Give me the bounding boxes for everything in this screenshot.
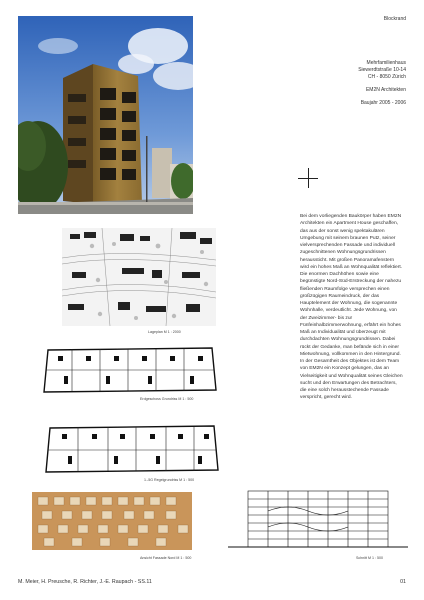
site-plan-caption: Lageplan M 1 : 2000 xyxy=(148,330,181,334)
section-caption: Schnitt M 1 : 500 xyxy=(356,556,383,560)
footer-authors: M. Meier, H. Preusche, R. Richter, J.-E. Raupach - SS.11 xyxy=(18,579,152,585)
typical-floor-caption: 1.-5G Regelgrundriss M 1 : 500 xyxy=(144,478,195,482)
city-address: CH - 8050 Zürich xyxy=(367,74,406,80)
architect-name: EM2N Architekten xyxy=(365,87,406,93)
typical-floor-plan xyxy=(44,424,220,474)
facade-elevation-caption: Ansicht Fassade Nord M 1 : 500 xyxy=(140,556,192,560)
project-info xyxy=(296,60,406,107)
section-drawing xyxy=(228,487,408,553)
description-text: Bei dem vorliegenden Baukörper haben EM2N Architekten ein Apartment House geschaffen, das aus der sonst wenig spektakulären Umgebung mit seinem braunen Putz, seiner vielversprechenden Fassade und individuell zugeschnittenen Wohnungsgrundrissen heraussticht. Mit großen Panoramafenstern wird ein hohes Maß an Wohnqualität reflektiert. Die enormen Dachhöhen sowie eine begünstigte Nord-Süd-Erstreckung der nahezu fließenden Raumfolge versprechen einen großzügigen Raumeindruck, der das Hauptelement der Wohnung, die sogenannte Wohnhalle, verdeutlicht. Jede Wohnung, von der Zweizimmer- bis zur Fünfeinhalbzimmerwohnung, erfährt ein hohes Maß an Individualität und überzeugt mit durchdachten Wohnungsgrundrissen. Dabei rückt der Gedanke, man befände sich in einer Mietwohnung, vollkommen in den Hintergrund. In der Gesamtheit des Objektes ist dem Team von EM2N ein Konzept gelungen, das an Vielseitigkeit und Wohnqualität seines Gleichen sucht und den Erwartungen des Betrachters, die eine solch herausstechende Fassade verspricht, gerecht wird. xyxy=(300,214,403,401)
page-number: 01 xyxy=(400,579,406,585)
crosshair-mark xyxy=(298,168,318,188)
ground-floor-caption: Erdgeschoss Grundriss M 1 : 500 xyxy=(140,397,194,401)
building-photo xyxy=(18,16,193,214)
construction-year: Baujahr 2005 - 2006 xyxy=(360,100,406,106)
site-plan-drawing xyxy=(62,228,216,326)
ground-floor-plan xyxy=(42,346,218,394)
section-label: Blockrand xyxy=(383,16,406,22)
street-address: Siewerdtstraße 10-14 xyxy=(358,67,406,73)
building-type: Mehrfamilienhaus xyxy=(366,60,406,66)
facade-elevation xyxy=(32,492,192,550)
